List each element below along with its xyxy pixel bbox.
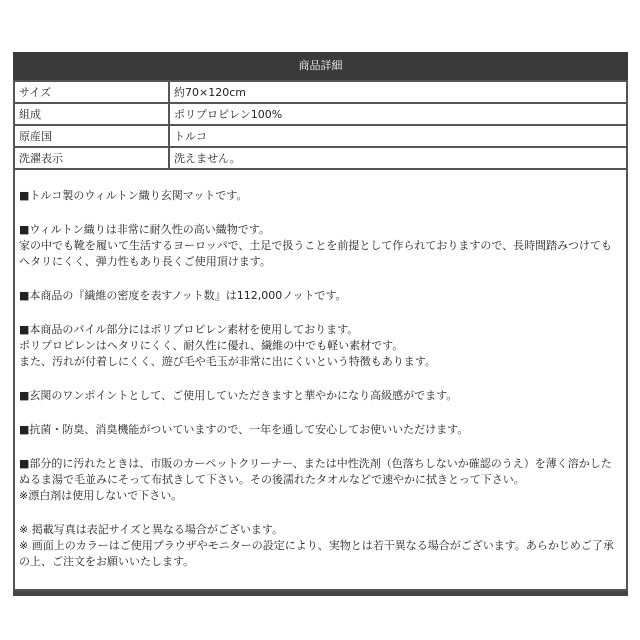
description-line: ■本商品の『繊維の密度を表すノット数』は112,000ノットです。 [19, 289, 347, 302]
row-label: 原産国 [14, 125, 169, 147]
row-value: 洗えません。 [169, 147, 627, 169]
row-label: サイズ [14, 81, 169, 103]
description-line: ■部分的に汚れたときは、市販のカーペットクリーナー、または中性洗剤（色落ちしないか確認のうえ）を薄く溶かした [19, 457, 612, 470]
description-paragraph [19, 222, 622, 270]
description-paragraph [19, 456, 622, 504]
row-label: 洗濯表示 [14, 147, 169, 169]
description-line: ■玄関のワンポイントとして、ご使用していただきますと華やかになり高級感がでます。 [19, 389, 458, 402]
row-value: ポリプロピレン100% [169, 103, 627, 125]
description-line: ヘタリにくく、弾力性もあり長くご使用頂けます。 [19, 255, 271, 268]
table-row [14, 147, 627, 169]
description-line: ■抗菌・防臭、消臭機能がついていますので、一年を通して安心してお使いいただけます。 [19, 423, 469, 436]
table-row [14, 103, 627, 125]
description-line: ※ 画面上のカラーはご使用ブラウザやモニターの設定により、実物とは若干異なる場合がございます。あらかじめご了承 [19, 539, 614, 552]
table-header: 商品詳細 [13, 52, 628, 80]
description-paragraph [19, 422, 622, 438]
product-details-table [13, 52, 628, 596]
description-line: ポリプロピレンはヘタリにくく、耐久性に優れ、繊維の中でも軽い素材です。 [19, 339, 404, 352]
row-value: 約70×120cm [169, 81, 627, 103]
description-line: また、汚れが付着しにくく、遊び毛や毛玉が非常に出にくいという特徴もあります。 [19, 355, 436, 368]
description-line: ■ウィルトン織りは非常に耐久性の高い織物です。 [19, 223, 270, 236]
description-paragraph [19, 388, 622, 404]
description-box [13, 170, 628, 591]
row-label: 組成 [14, 103, 169, 125]
spec-table [13, 80, 628, 170]
description-line: ※漂白剤は使用しないで下さい。 [19, 489, 183, 502]
description-line: 家の中でも靴を履いて生活するヨーロッパで、土足で扱うことを前提として作られておりますので、長時間踏みつけても [19, 239, 612, 252]
description-paragraph [19, 188, 622, 204]
table-row [14, 81, 627, 103]
row-value: トルコ [169, 125, 627, 147]
description-line: ■本商品のパイル部分にはポリプロピレン素材を使用しております。 [19, 323, 359, 336]
description-line: ぬるま湯で毛並みにそって布拭きして下さい。その後濡れたタオルなどで速やかに拭きとって下さい。 [19, 473, 525, 486]
description-paragraph [19, 322, 622, 370]
description-line: ■トルコ製のウィルトン織り玄関マットです。 [19, 189, 248, 202]
table-row [14, 125, 627, 147]
description-paragraph [19, 288, 622, 304]
description-line: ※ 掲載写真は表記サイズと異なる場合がございます。 [19, 523, 283, 536]
description-line: の上、ご注文をお願いいたします。 [19, 555, 195, 568]
description-paragraph [19, 522, 622, 570]
bottom-bar [13, 591, 628, 596]
